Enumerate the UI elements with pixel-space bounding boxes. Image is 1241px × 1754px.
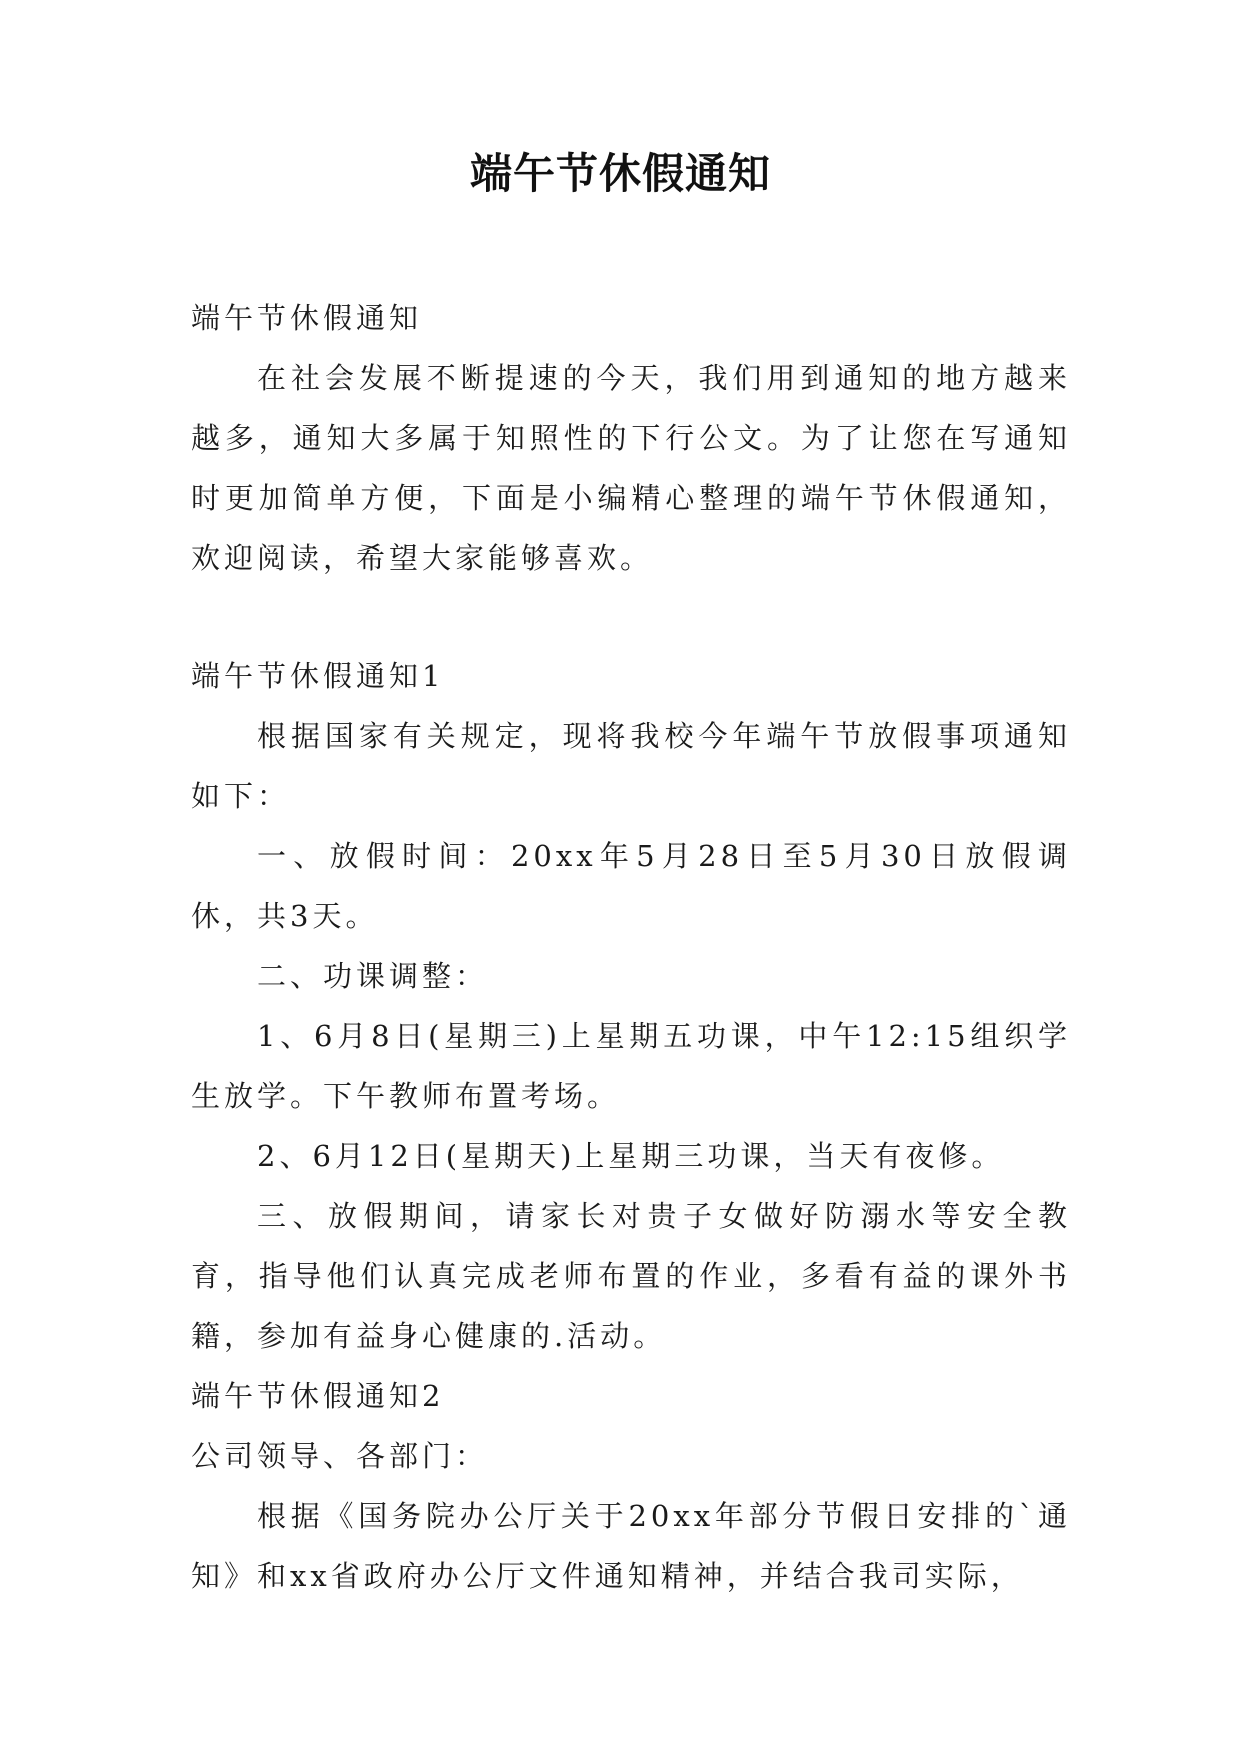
document-body (191, 288, 1071, 1606)
intro-paragraph: 在社会发展不断提速的今天，我们用到通知的地方越来越多，通知大多属于知照性的下行公文。为了让您在写通知时更加简单方便，下面是小编精心整理的端午节休假通知，欢迎阅读，希望大家能够喜欢。 (191, 361, 1071, 575)
notice-1-paragraph: 一、放假时间：20xx年5月28日至5月30日放假调休，共3天。 (191, 839, 1071, 933)
notice-1-paragraph: 2、6月12日(星期天)上星期三功课，当天有夜修。 (257, 1139, 1005, 1173)
section-heading-notice-2: 端午节休假通知2 (191, 1379, 445, 1413)
section-heading-notice-1: 端午节休假通知1 (191, 659, 445, 693)
notice-1-paragraph: 1、6月8日(星期三)上星期五功课，中午12:15组织学生放学。下午教师布置考场。 (191, 1019, 1071, 1113)
notice-2-paragraph: 根据《国务院办公厅关于20xx年部分节假日安排的`通知》和xx省政府办公厅文件通知精神，并结合我司实际， (191, 1499, 1071, 1593)
section-heading-intro: 端午节休假通知 (191, 301, 423, 335)
notice-2-salutation: 公司领导、各部门： (191, 1439, 489, 1473)
notice-1-paragraph: 二、功课调整： (257, 959, 489, 993)
document-title: 端午节休假通知 (469, 149, 771, 198)
notice-1-paragraph: 根据国家有关规定，现将我校今年端午节放假事项通知如下： (191, 719, 1071, 813)
notice-1-paragraph: 三、放假期间，请家长对贵子女做好防溺水等安全教育，指导他们认真完成老师布置的作业，多看有益的课外书籍，参加有益身心健康的.活动。 (191, 1199, 1071, 1353)
